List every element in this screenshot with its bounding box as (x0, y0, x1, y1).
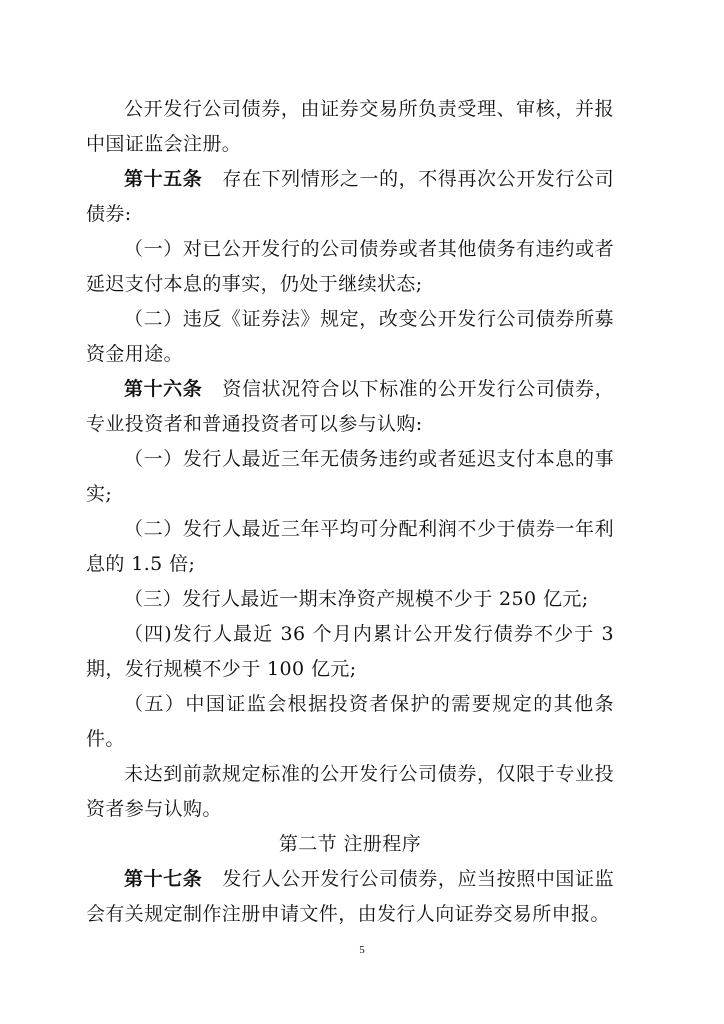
list-item-text: （二）发行人最近三年平均可分配利润不少于债券一年利息的 1.5 倍; (86, 518, 614, 575)
list-item-text: （二）违反《证券法》规定，改变公开发行公司债券所募资金用途。 (86, 308, 614, 365)
list-item (86, 582, 614, 617)
article-17 (86, 862, 614, 932)
section-heading: 第二节 注册程序 (278, 833, 422, 855)
list-item (86, 512, 614, 582)
article-number: 第十七条 (124, 868, 203, 890)
article-15 (86, 162, 614, 232)
list-item-text: （五）中国证监会根据投资者保护的需要规定的其他条件。 (86, 693, 614, 750)
article-number: 第十六条 (124, 378, 203, 400)
list-item-text: （一）对已公开发行的公司债券或者其他债务有违约或者延迟支付本息的事实，仍处于继续状态; (86, 238, 614, 295)
document-body (86, 92, 614, 932)
list-item (86, 687, 614, 757)
article-text: 发行人公开发行公司债券，应当按照中国证监会有关规定制作注册申请文件，由发行人向证券交易所申报。 (86, 868, 614, 925)
list-item (86, 232, 614, 302)
article-16 (86, 372, 614, 442)
list-item (86, 617, 614, 687)
article-text: 资信状况符合以下标准的公开发行公司债券，专业投资者和普通投资者可以参与认购: (86, 378, 614, 435)
paragraph (86, 92, 614, 162)
article-text: 存在下列情形之一的，不得再次公开发行公司债券: (86, 168, 614, 225)
paragraph-text: 未达到前款规定标准的公开发行公司债券，仅限于专业投资者参与认购。 (86, 763, 614, 820)
list-item (86, 442, 614, 512)
list-item-text: （一）发行人最近三年无债务违约或者延迟支付本息的事实; (86, 448, 614, 505)
paragraph (86, 757, 614, 827)
list-item-text: （三）发行人最近一期末净资产规模不少于 250 亿元; (124, 588, 589, 610)
list-item (86, 302, 614, 372)
article-number: 第十五条 (124, 168, 203, 190)
page-number: 5 (359, 944, 365, 956)
list-item-text: （四)发行人最近 36 个月内累计公开发行债券不少于 3 期，发行规模不少于 100 亿元; (86, 623, 614, 680)
paragraph-text: 公开发行公司债券，由证券交易所负责受理、审核，并报中国证监会注册。 (86, 98, 614, 155)
